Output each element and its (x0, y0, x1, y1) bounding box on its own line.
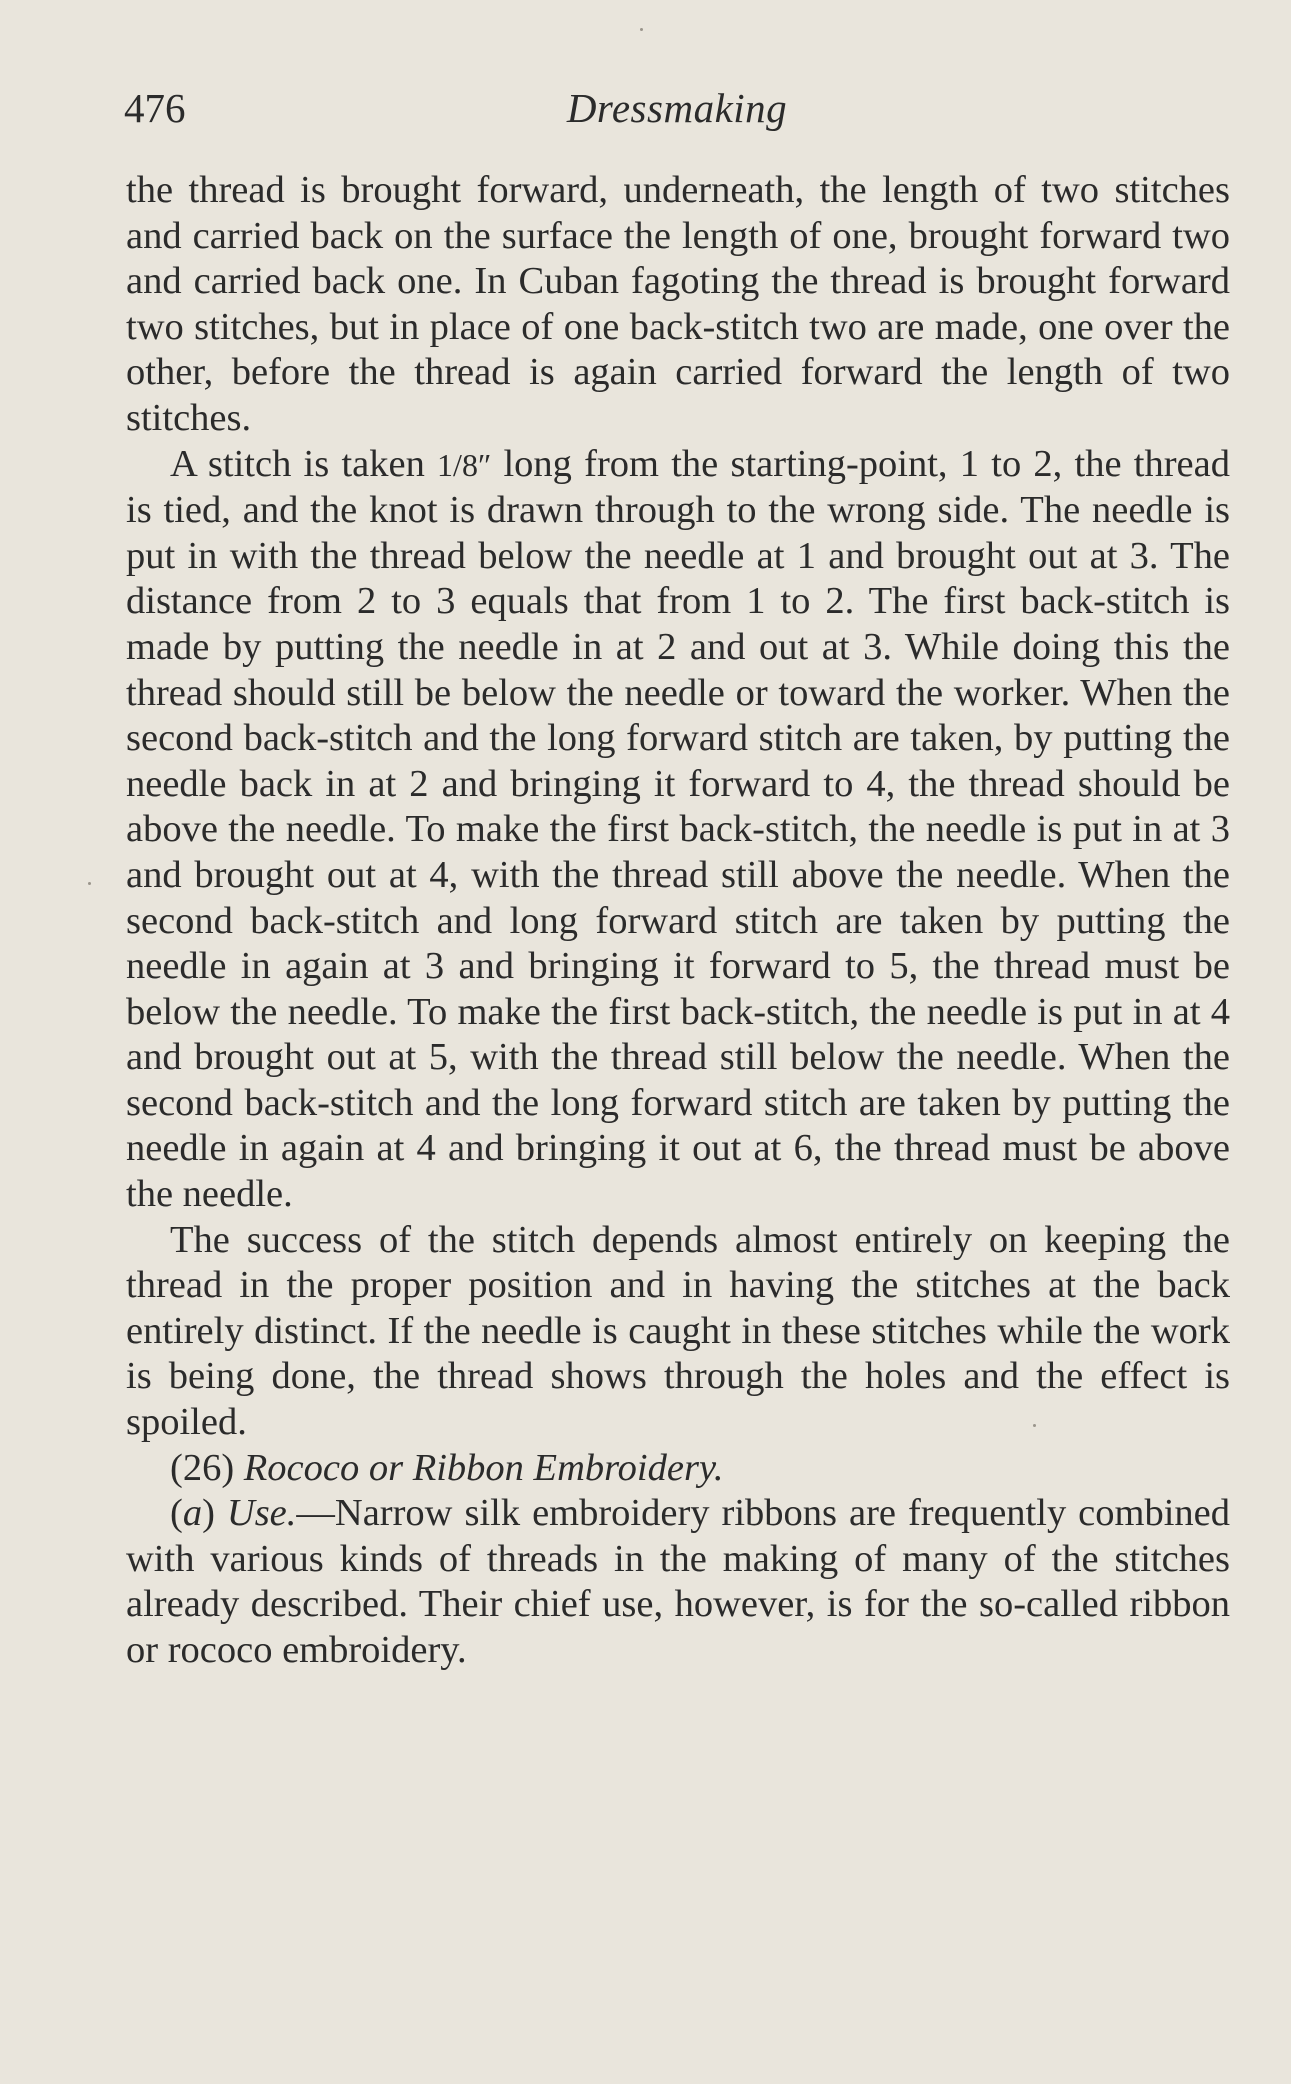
paragraph-text: the thread is brought forward, underneath, the length of two stitches and carried back on the surface the length of one, brought forward two and carried back one. In Cuban fagoting the thread is brought forward two stitches, but in place of one back-stitch two are made, one over the other, before the thread is again carried forward the length of two stitches. (126, 169, 1230, 439)
sub-label-open: ( (170, 1492, 183, 1535)
page-header (124, 80, 1230, 140)
paper-speck (1033, 1424, 1036, 1427)
paragraph-stitch-steps (126, 442, 1230, 1218)
paper-speck (88, 882, 91, 885)
sub-label-close: ) (202, 1492, 227, 1535)
paragraph-use (126, 1491, 1230, 1673)
running-title: Dressmaking (566, 85, 788, 131)
body-text (126, 168, 1230, 1674)
paragraph-success (126, 1218, 1230, 1446)
section-title: Rococo or Ribbon Embroidery. (243, 1446, 724, 1489)
paragraph-text: The success of the stitch depends almost entirely on keeping the thread in the proper position and in having the stitches at the back entirely distinct. If the needle is caught in these stitches while the work is being done, the thread shows through the holes and the effect is spoiled. (126, 1218, 1230, 1444)
paragraph-text: A stitch is taken (170, 442, 438, 485)
section-heading (126, 1446, 1230, 1492)
paragraph-text: long from the starting-point, 1 to 2, the thread is tied, and the knot is drawn through to the wrong side. The needle is put in with the thread below the needle at 1 and brought out at 3. The distance from 2 to 3 equals that from 1 to 2. The first back-stitch is made by putting the needle in at 2 and out at 3. While doing this the thread should still be below the needle or toward the worker. When the second back-stitch and the long forward stitch are taken, by putting the needle back in at 2 and bringing it forward to 4, the thread should be above the needle. To make the first back-stitch, the needle is put in at 3 and brought out at 4, with the thread still above the needle. When the second back-stitch and long forward stitch are taken by putting the needle in again at 3 and bringing it forward to 5, the thread must be below the needle. To make the first back-stitch, the needle is put in at 4 and brought out at 5, with the thread still below the needle. When the second back-stitch and the long forward stitch are taken by putting the needle in again at 4 and bringing it out at 6, the thread must be above the needle. (126, 442, 1230, 1216)
section-number: (26) (170, 1446, 244, 1489)
paragraph-text: —Narrow silk embroidery ribbons are frequently combined with various kinds of threads in the making of many of the stitches already described. Their chief use, however, is for the so-called ribbon or rococo embroidery. (126, 1492, 1230, 1671)
fraction-measure: 1/8″ (437, 446, 492, 483)
paragraph-continued (126, 168, 1230, 442)
sub-label-letter: a (182, 1492, 203, 1535)
page-number: 476 (124, 85, 186, 131)
paper-speck (640, 28, 643, 31)
sub-title: Use. (226, 1492, 297, 1535)
